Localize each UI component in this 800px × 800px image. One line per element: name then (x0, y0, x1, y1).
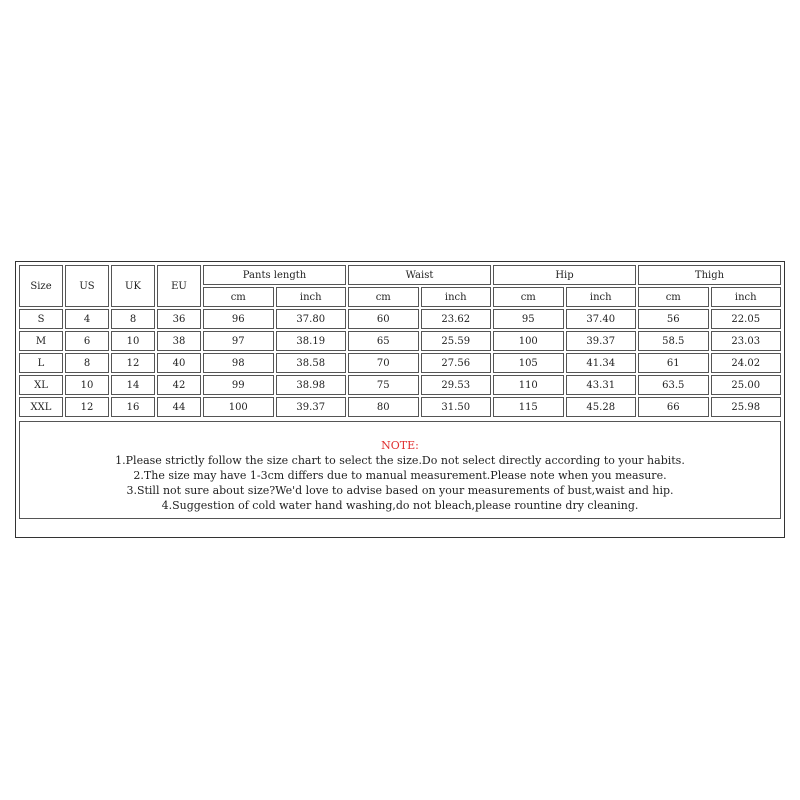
size-cell: L (19, 353, 63, 373)
pants-length-header: Pants length (203, 265, 346, 285)
eu-cell: 36 (157, 309, 201, 329)
table-row (19, 375, 781, 395)
us-cell: 4 (65, 309, 109, 329)
thigh-inch-cell: 25.00 (711, 375, 782, 395)
uk-cell: 12 (111, 353, 155, 373)
size-chart (15, 261, 785, 538)
us-header: US (65, 265, 109, 307)
waist-cm-cell: 70 (348, 353, 419, 373)
pants-length-inch-cell: 38.19 (276, 331, 347, 351)
waist-inch-cell: 29.53 (421, 375, 492, 395)
thigh-inch-cell: 23.03 (711, 331, 782, 351)
hip-inch-cell: 41.34 (566, 353, 637, 373)
waist-cm-cell: 65 (348, 331, 419, 351)
uk-cell: 8 (111, 309, 155, 329)
thigh-cm-cell: 56 (638, 309, 709, 329)
pants-length-cm-cell: 97 (203, 331, 274, 351)
size-cell: XL (19, 375, 63, 395)
thigh-inch-header: inch (711, 287, 782, 307)
thigh-header: Thigh (638, 265, 781, 285)
uk-header: UK (111, 265, 155, 307)
waist-cm-cell: 80 (348, 397, 419, 417)
pants-length-cm-cell: 100 (203, 397, 274, 417)
eu-cell: 42 (157, 375, 201, 395)
table-row (19, 397, 781, 417)
hip-cm-header: cm (493, 287, 564, 307)
us-cell: 12 (65, 397, 109, 417)
header-row (19, 265, 781, 285)
pants-length-inch-cell: 38.98 (276, 375, 347, 395)
waist-cm-cell: 60 (348, 309, 419, 329)
us-cell: 8 (65, 353, 109, 373)
note-line: 4.Suggestion of cold water hand washing,do not bleach,please rountine dry cleaning. (161, 499, 639, 512)
size-cell: XXL (19, 397, 63, 417)
size-cell: M (19, 331, 63, 351)
hip-cm-cell: 110 (493, 375, 564, 395)
waist-inch-header: inch (421, 287, 492, 307)
eu-cell: 40 (157, 353, 201, 373)
eu-cell: 38 (157, 331, 201, 351)
pants-length-cm-cell: 96 (203, 309, 274, 329)
waist-cm-cell: 75 (348, 375, 419, 395)
thigh-inch-cell: 24.02 (711, 353, 782, 373)
waist-cm-header: cm (348, 287, 419, 307)
hip-cm-cell: 105 (493, 353, 564, 373)
thigh-cm-cell: 58.5 (638, 331, 709, 351)
thigh-cm-cell: 61 (638, 353, 709, 373)
table-row (19, 309, 781, 329)
pants-length-inch-header: inch (276, 287, 347, 307)
waist-inch-cell: 31.50 (421, 397, 492, 417)
note-line: 2.The size may have 1-3cm differs due to manual measurement.Please note when you measure. (133, 469, 667, 482)
waist-header: Waist (348, 265, 491, 285)
thigh-inch-cell: 22.05 (711, 309, 782, 329)
table-row (19, 353, 781, 373)
eu-header: EU (157, 265, 201, 307)
hip-inch-cell: 37.40 (566, 309, 637, 329)
notes-box (19, 421, 781, 519)
thigh-cm-cell: 66 (638, 397, 709, 417)
waist-inch-cell: 25.59 (421, 331, 492, 351)
hip-inch-header: inch (566, 287, 637, 307)
pants-length-cm-cell: 98 (203, 353, 274, 373)
hip-cm-cell: 100 (493, 331, 564, 351)
us-cell: 6 (65, 331, 109, 351)
waist-inch-cell: 23.62 (421, 309, 492, 329)
uk-cell: 10 (111, 331, 155, 351)
note-title: NOTE: (381, 439, 419, 452)
pants-length-inch-cell: 37.80 (276, 309, 347, 329)
uk-cell: 14 (111, 375, 155, 395)
size-header: Size (19, 265, 63, 307)
hip-inch-cell: 45.28 (566, 397, 637, 417)
hip-inch-cell: 39.37 (566, 331, 637, 351)
pants-length-inch-cell: 38.58 (276, 353, 347, 373)
note-line: 1.Please strictly follow the size chart to select the size.Do not select directly according to your habits. (115, 454, 685, 467)
hip-cm-cell: 115 (493, 397, 564, 417)
thigh-cm-cell: 63.5 (638, 375, 709, 395)
note-line: 3.Still not sure about size?We'd love to advise based on your measurements of bust,waist and hip. (126, 484, 674, 497)
hip-cm-cell: 95 (493, 309, 564, 329)
uk-cell: 16 (111, 397, 155, 417)
waist-inch-cell: 27.56 (421, 353, 492, 373)
eu-cell: 44 (157, 397, 201, 417)
pants-length-cm-header: cm (203, 287, 274, 307)
thigh-inch-cell: 25.98 (711, 397, 782, 417)
hip-header: Hip (493, 265, 636, 285)
us-cell: 10 (65, 375, 109, 395)
pants-length-inch-cell: 39.37 (276, 397, 347, 417)
thigh-cm-header: cm (638, 287, 709, 307)
table-row (19, 331, 781, 351)
hip-inch-cell: 43.31 (566, 375, 637, 395)
size-cell: S (19, 309, 63, 329)
pants-length-cm-cell: 99 (203, 375, 274, 395)
size-table (17, 263, 783, 419)
